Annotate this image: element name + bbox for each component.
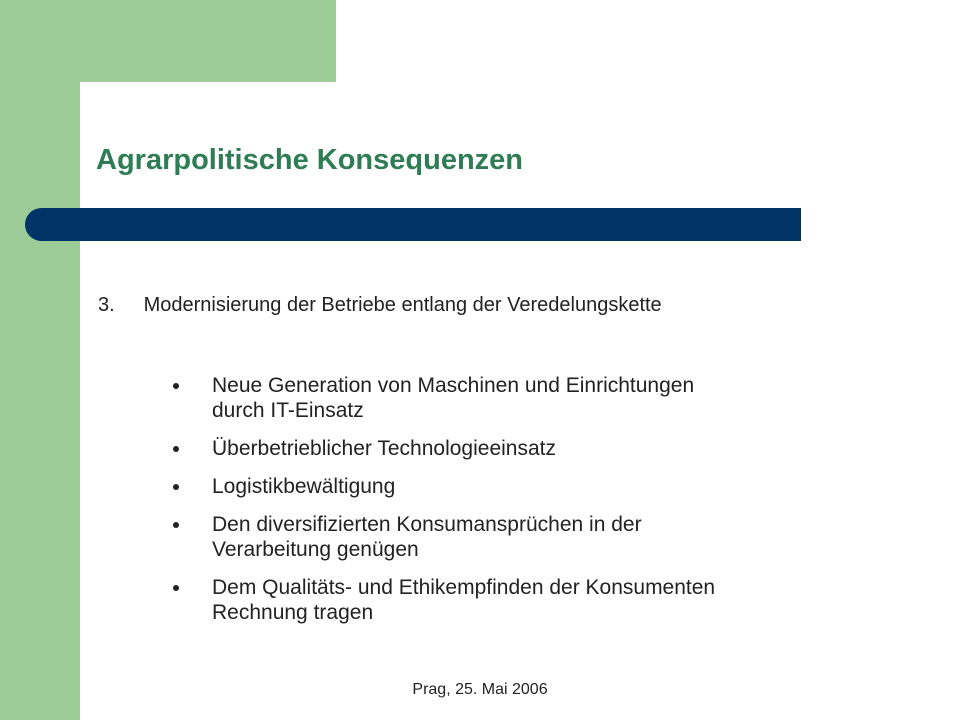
slide-footer: Prag, 25. Mai 2006	[412, 681, 548, 698]
bullet-dot-icon	[173, 484, 179, 490]
bullet-text-line: Überbetrieblicher Technologieeinsatz	[212, 437, 556, 460]
bullet-text-line: Neue Generation von Maschinen und Einrichtungen	[212, 374, 695, 397]
bullet-text-line: durch IT-Einsatz	[212, 399, 364, 422]
numbered-item	[98, 294, 662, 317]
bullet-item	[170, 575, 870, 625]
item-text: Modernisierung der Betriebe entlang der Veredelungskette	[143, 294, 662, 316]
bullet-text-line: Verarbeitung genügen	[212, 538, 419, 561]
top-green-block	[0, 0, 336, 82]
bullet-text-line: Logistikbewältigung	[212, 475, 396, 498]
bullet-list	[170, 373, 870, 638]
bullet-item	[170, 474, 870, 499]
bullet-item	[170, 373, 870, 423]
bullet-dot-icon	[173, 585, 179, 591]
bullet-text-line: Dem Qualitäts- und Ethikempfinden der Konsumenten	[212, 576, 716, 599]
title-underline-bar	[25, 208, 801, 241]
bullet-text-line: Den diversifizierten Konsumansprüchen in der	[212, 513, 642, 536]
item-number: 3.	[98, 294, 115, 316]
bullet-item	[170, 436, 870, 461]
bullet-item	[170, 512, 870, 562]
bullet-dot-icon	[173, 383, 179, 389]
bullet-dot-icon	[173, 522, 179, 528]
slide-title: Agrarpolitische Konsequenzen	[96, 144, 524, 176]
bullet-text-line: Rechnung tragen	[212, 601, 374, 624]
bullet-dot-icon	[173, 446, 179, 452]
title-bar-notch	[42, 241, 80, 243]
left-green-stripe	[0, 0, 80, 720]
